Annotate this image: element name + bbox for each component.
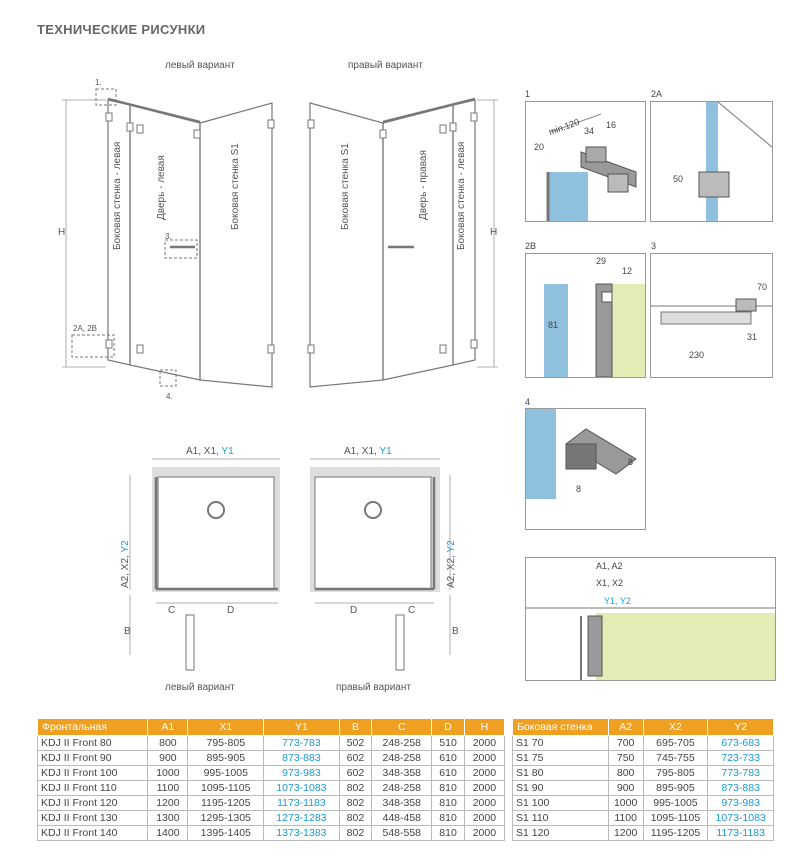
table-cell: 2000: [464, 826, 504, 841]
detail-2a: [650, 101, 773, 222]
table-cell: 610: [432, 751, 464, 766]
table-cell: KDJ II Front 100: [38, 766, 148, 781]
table-row: [513, 826, 774, 841]
table-cell: 700: [608, 736, 643, 751]
table-cell: S1 120: [513, 826, 609, 841]
table-row: [513, 811, 774, 826]
table-row: [38, 751, 505, 766]
side-left-text: Боковая стенка - левая: [112, 141, 123, 250]
table-row: [38, 736, 505, 751]
d1-16: 16: [606, 120, 617, 130]
table-cell: S1 110: [513, 811, 609, 826]
d3-230: 230: [689, 350, 705, 360]
table-cell: 602: [339, 751, 371, 766]
table-header: Фронтальная: [38, 719, 148, 736]
side-right-text: Боковая стенка - левая: [456, 141, 467, 250]
table-cell: 673-683: [708, 736, 774, 751]
table-cell: 745-755: [643, 751, 708, 766]
detail-3: [650, 253, 773, 378]
callout-4: 4.: [166, 392, 173, 401]
table-header: C: [372, 719, 432, 736]
d5-y: Y1, Y2: [604, 596, 631, 606]
front-spec-table: [37, 718, 505, 841]
table-cell: 1000: [148, 766, 188, 781]
table-row: [513, 751, 774, 766]
table-row: [513, 796, 774, 811]
table-cell: S1 75: [513, 751, 609, 766]
table-cell: 895-905: [643, 781, 708, 796]
d3-70: 70: [757, 282, 768, 292]
plan-left-b: B: [124, 626, 131, 637]
table-header: A2: [608, 719, 643, 736]
detail-2a-label: 2A: [651, 89, 663, 99]
table-cell: 1173-1183: [264, 796, 340, 811]
h-label-right: H: [490, 227, 498, 238]
table-cell: 248-258: [372, 736, 432, 751]
table-row: [38, 781, 505, 796]
callout-3: 3.: [165, 232, 172, 241]
table-cell: KDJ II Front 90: [38, 751, 148, 766]
table-header: Боковая стенка: [513, 719, 609, 736]
table-cell: 810: [432, 826, 464, 841]
table-cell: S1 70: [513, 736, 609, 751]
table-cell: 348-358: [372, 766, 432, 781]
table-cell: 802: [339, 796, 371, 811]
table-cell: 2000: [464, 781, 504, 796]
table-cell: 900: [608, 781, 643, 796]
table-row: [513, 766, 774, 781]
plan-left-depth: A2, X2, Y2: [120, 540, 131, 588]
table-cell: 1000: [608, 796, 643, 811]
detail-1-label: 1: [525, 89, 531, 99]
door-right-text: Дверь - правая: [418, 150, 429, 220]
table-cell: 1200: [608, 826, 643, 841]
table-cell: 795-805: [643, 766, 708, 781]
table-cell: 1200: [148, 796, 188, 811]
table-cell: 1095-1105: [643, 811, 708, 826]
table-cell: 695-705: [643, 736, 708, 751]
table-cell: 773-783: [264, 736, 340, 751]
table-cell: S1 100: [513, 796, 609, 811]
detail-4: [525, 408, 646, 530]
table-cell: 802: [339, 826, 371, 841]
side-s1-right-text: Боковая стенка S1: [340, 143, 351, 230]
detail-1: [525, 101, 646, 222]
h-label-left: H: [58, 227, 66, 238]
table-cell: 773-783: [708, 766, 774, 781]
table-cell: 750: [608, 751, 643, 766]
table-header: H: [464, 719, 504, 736]
d4-8b: 8: [576, 484, 582, 494]
table-cell: 900: [148, 751, 188, 766]
table-cell: 1300: [148, 811, 188, 826]
table-row: [513, 781, 774, 796]
table-cell: 1373-1383: [264, 826, 340, 841]
table-cell: 548-558: [372, 826, 432, 841]
table-header: D: [432, 719, 464, 736]
d2b-29: 29: [596, 256, 607, 266]
plan-right-d: D: [350, 605, 358, 616]
table-cell: 1100: [148, 781, 188, 796]
table-cell: 973-983: [708, 796, 774, 811]
table-header-row: [513, 719, 774, 736]
table-cell: KDJ II Front 120: [38, 796, 148, 811]
d2b-81: 81: [548, 320, 559, 330]
table-row: [38, 796, 505, 811]
plan-right-depth: A2, X2, Y2: [446, 540, 457, 588]
d1-min: min.120: [547, 116, 581, 138]
table-cell: 510: [432, 736, 464, 751]
table-cell: 1400: [148, 826, 188, 841]
table-cell: S1 90: [513, 781, 609, 796]
door-left-text: Дверь - левая: [156, 155, 167, 220]
table-cell: 248-258: [372, 781, 432, 796]
table-cell: 802: [339, 811, 371, 826]
table-cell: 1100: [608, 811, 643, 826]
table-header: Y1: [264, 719, 340, 736]
page-title: ТЕХНИЧЕСКИЕ РИСУНКИ: [37, 22, 206, 37]
table-cell: 602: [339, 766, 371, 781]
table-header-row: [38, 719, 505, 736]
table-row: [513, 736, 774, 751]
detail-4-label: 4: [525, 397, 531, 407]
plan-right-width: A1, X1, Y1: [344, 446, 392, 457]
d2a-50: 50: [673, 174, 684, 184]
table-cell: 2000: [464, 751, 504, 766]
d1-20: 20: [534, 142, 545, 152]
table-cell: 795-805: [188, 736, 264, 751]
plan-right-b: B: [452, 626, 459, 637]
plan-left-d: D: [227, 605, 235, 616]
table-cell: 810: [432, 781, 464, 796]
table-cell: 873-883: [264, 751, 340, 766]
table-cell: 502: [339, 736, 371, 751]
d1-34: 34: [584, 126, 595, 136]
table-row: [38, 826, 505, 841]
table-cell: 973-983: [264, 766, 340, 781]
table-header: X2: [643, 719, 708, 736]
table-cell: 348-358: [372, 796, 432, 811]
table-cell: KDJ II Front 80: [38, 736, 148, 751]
table-cell: KDJ II Front 110: [38, 781, 148, 796]
detail-5: [525, 557, 776, 681]
right-door-panel: [383, 105, 453, 380]
table-cell: KDJ II Front 130: [38, 811, 148, 826]
table-cell: 995-1005: [188, 766, 264, 781]
d4-8a: 8: [628, 457, 634, 467]
table-cell: 248-258: [372, 751, 432, 766]
plan-right-variant: правый вариант: [336, 682, 411, 693]
right-variant-label: правый вариант: [348, 60, 423, 71]
table-header: B: [339, 719, 371, 736]
side-spec-table: [512, 718, 774, 841]
table-cell: 800: [608, 766, 643, 781]
table-cell: 723-733: [708, 751, 774, 766]
callout-2ab: 2A, 2B: [73, 324, 98, 333]
plan-left-variant: левый вариант: [165, 682, 235, 693]
table-header: Y2: [708, 719, 774, 736]
table-cell: 1095-1105: [188, 781, 264, 796]
table-cell: 1173-1183: [708, 826, 774, 841]
table-cell: 2000: [464, 796, 504, 811]
table-cell: 448-458: [372, 811, 432, 826]
table-cell: 1195-1205: [643, 826, 708, 841]
table-cell: 1295-1305: [188, 811, 264, 826]
callout-1: 1.: [95, 78, 102, 87]
table-cell: 895-905: [188, 751, 264, 766]
table-cell: 1073-1083: [708, 811, 774, 826]
table-header: X1: [188, 719, 264, 736]
table-cell: 1273-1283: [264, 811, 340, 826]
table-row: [38, 766, 505, 781]
table-row: [38, 811, 505, 826]
floor-plan-drawing: [110, 455, 470, 685]
plan-right-c: C: [408, 605, 416, 616]
d3-31: 31: [747, 332, 758, 342]
table-cell: 1195-1205: [188, 796, 264, 811]
table-cell: 810: [432, 811, 464, 826]
detail-3-label: 3: [651, 241, 657, 251]
table-cell: 2000: [464, 736, 504, 751]
table-cell: 873-883: [708, 781, 774, 796]
table-cell: 1395-1405: [188, 826, 264, 841]
table-cell: 2000: [464, 811, 504, 826]
side-s1-left-text: Боковая стенка S1: [230, 143, 241, 230]
d2b-12: 12: [622, 266, 633, 276]
d5-a: A1, A2: [596, 561, 623, 571]
table-cell: 2000: [464, 766, 504, 781]
table-header: A1: [148, 719, 188, 736]
d5-x: X1, X2: [596, 578, 624, 588]
plan-left-width: A1, X1, Y1: [186, 446, 234, 457]
detail-2b-label: 2B: [525, 241, 537, 251]
table-cell: 810: [432, 796, 464, 811]
table-cell: KDJ II Front 140: [38, 826, 148, 841]
table-cell: 800: [148, 736, 188, 751]
table-cell: S1 80: [513, 766, 609, 781]
detail-2b: [525, 253, 646, 378]
left-variant-label: левый вариант: [165, 60, 235, 71]
plan-left-c: C: [168, 605, 176, 616]
table-cell: 995-1005: [643, 796, 708, 811]
table-cell: 802: [339, 781, 371, 796]
table-cell: 610: [432, 766, 464, 781]
table-cell: 1073-1083: [264, 781, 340, 796]
